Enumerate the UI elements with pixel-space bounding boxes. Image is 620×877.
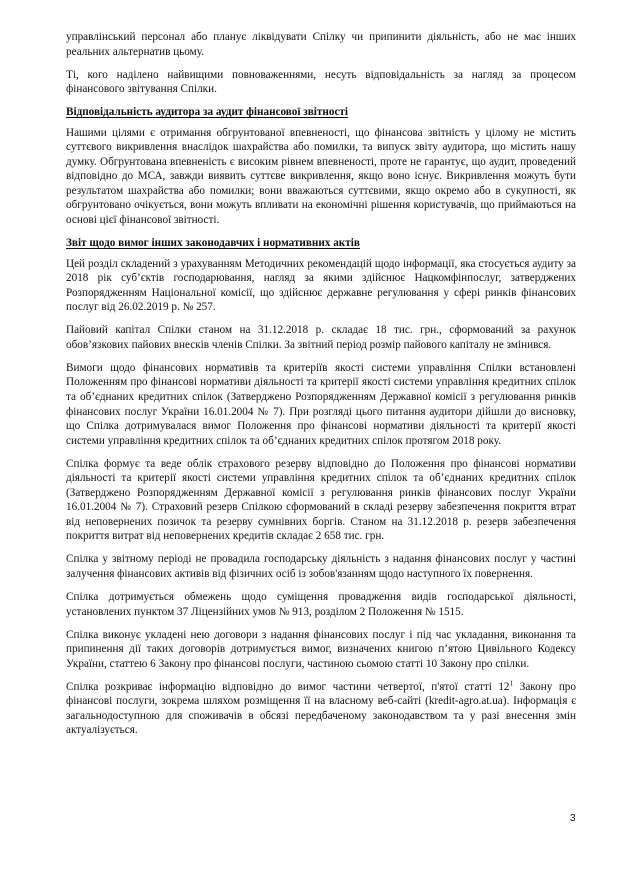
paragraph-methodical-recommendations: Цей розділ складений з урахуванням Методичних рекомендацій щодо інформації, яка стосується аудиту за 2018 рік суб’єктів господарювання, нагляд за якими здійснює Нацкомфінпослуг, затверджених Розпорядженням Національної комісії, що здійснює державне регулювання у сфері ринків фінансових послуг від 26.02.2019 р. № 257. xyxy=(66,257,576,314)
paragraph-insurance-reserve: Спілка формує та веде облік страхового резерву відповідно до Положення про фінансові нормативи діяльності та критерії якості системи управління кредитних спілок та об’єднаних кредитних спілок (Затверджено Розпорядженням Державної комісії з регулювання ринків фінансових послуг України 16.01.2004 № 7). Страховий резерв Спілкою сформований в складі резерву забезпечення покриття втрат від неповернених позичок та резерву сумнівних боргів. Станом на 31.12.2018 р. резерв забезпечення покриття витрат від неповернених кредитів складає 2 658 тис. грн. xyxy=(66,457,576,543)
page-number: 3 xyxy=(570,813,576,824)
paragraph-no-deposit-activity: Спілка у звітному періоді не провадила господарську діяльність з надання фінансових послуг у частині залучення фінансових активів від фізичних осіб із зобов'язанням щодо наступного їх повернення. xyxy=(66,553,576,580)
article-superscript: 1 xyxy=(509,678,514,688)
paragraph-information-disclosure xyxy=(66,680,576,738)
document-page xyxy=(66,30,576,746)
disclosure-text-end: Закону про фінансові послуги, зокрема шляхом розміщення її на власному веб-сайті (kredit-agro.at.ua). Інформація є загальнодоступною для споживачів в обсязі передбаченому законодавством та у разі внесення змін актуалізується. xyxy=(66,680,576,737)
disclosure-text-start: Спілка розкриває інформацію відповідно до вимог частини четвертої, п'ятої статті 12 xyxy=(66,680,510,693)
paragraph-management-liquidation: управлінський персонал або планує ліквідувати Спілку чи припинити діяльність, або не має інших реальних альтернатив цьому. xyxy=(66,31,576,58)
heading-auditor-responsibility: Відповідальність аудитора за аудит фінансової звітності xyxy=(66,106,349,119)
paragraph-share-capital: Пайовий капітал Спілки станом на 31.12.2018 р. складає 18 тис. грн., сформований за рахунок обов’язкових пайових внесків членів Спілки. За звітний період розмір пайового капіталу не змінився. xyxy=(66,324,576,351)
paragraph-governance-oversight: Ті, кого наділено найвищими повноваженнями, несуть відповідальність за нагляд за процесом фінансового звітування Спілки. xyxy=(66,68,576,96)
paragraph-audit-objectives: Нашими цілями є отримання обгрунтованої впевненості, що фінансова звітність у цілому не містить суттєвого викривлення внаслідок шахрайства або помилки, та випуск звіту аудитора, що містить нашу думку. Обгрунтована впевненість є високим рівнем впевненості, проте не гарантує, що аудит, проведений відповідно до МСА, завжди виявить суттєве викривлення, якщо воно існує. Викривлення можуть бути результатом шахрайства або помилки; вони вважаються суттєвими, якщо окремо або в сукупності, як обгрунтовано очікується, вони можуть впливати на економічні рішення користувачів, що приймаються на основі цієї фінансової звітності. xyxy=(66,126,576,227)
paragraph-financial-standards: Вимоги щодо фінансових нормативів та критеріїв якості системи управління Спілки встановлені Положенням про фінансові нормативи діяльності та критерії якості системи управління кредитних спілок та об’єднаних кредитних спілок (Затверджено Розпорядженням Державної комісії з регулювання ринків фінансових послуг України 16.01.2004 № 7). При розгляді цього питання аудитори дійшли до висновку, що Спілка дотримувалася вимог Положення про фінансові нормативи діяльності та критерії якості системи управління кредитних спілок та об’єднаних кредитних спілок протягом 2018 року. xyxy=(66,361,576,447)
paragraph-contract-execution: Спілка виконує укладені нею договори з надання фінансових послуг і під час укладання, виконання та припинення дії таких договорів дотримується вимог, визначених книгою п’ятою Цивільного Кодексу України, статтею 6 Закону про фінансові послуги, частиною сьомою статті 10 Закону про спілки. xyxy=(66,628,576,670)
paragraph-activity-restrictions: Спілка дотримується обмежень щодо суміщення провадження видів господарської діяльності, установлених пунктом 37 Ліцензійних умов № 913, розділом 2 Положення № 1515. xyxy=(66,591,576,618)
heading-other-legal-requirements: Звіт щодо вимог інших законодавчих і нормативних актів xyxy=(66,237,360,250)
